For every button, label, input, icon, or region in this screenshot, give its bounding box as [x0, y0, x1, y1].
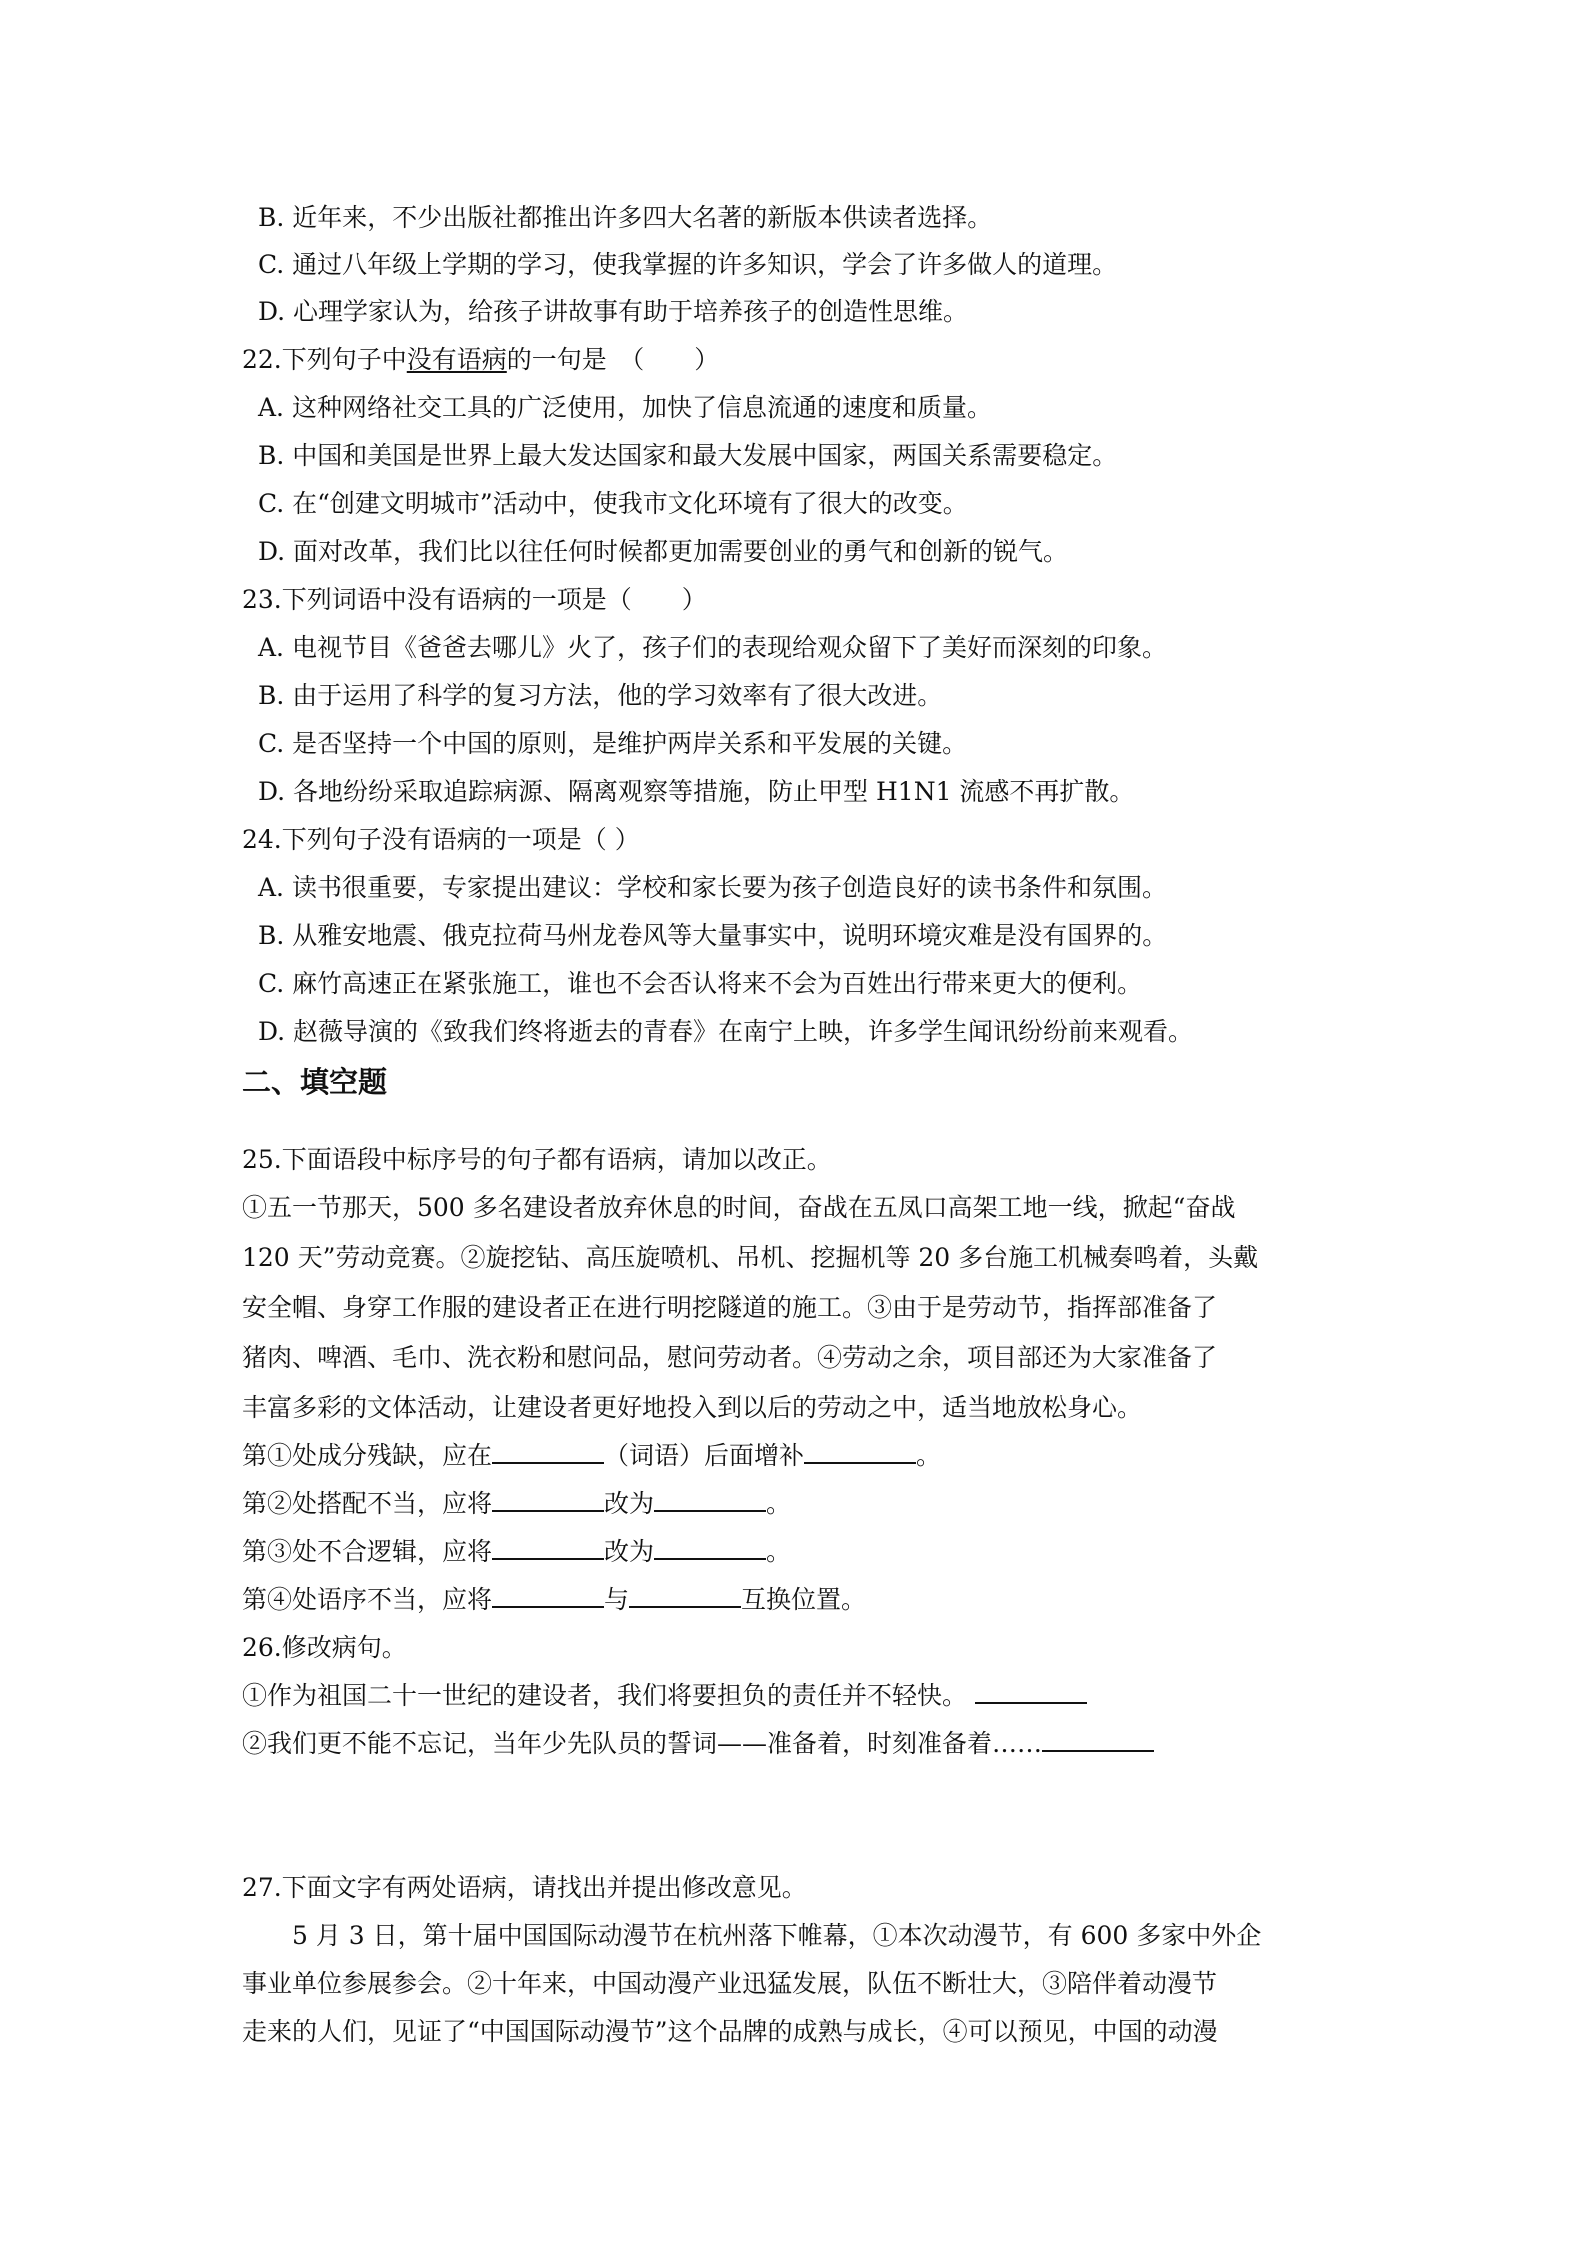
answer-blank[interactable] — [492, 1488, 604, 1512]
q23-stem: 23.下列词语中没有语病的一项是（ ） — [242, 585, 707, 614]
q22-option-c: C. 在“创建文明城市”活动中，使我市文化环境有了很大的改变。 — [258, 489, 968, 518]
q22-option-b: B. 中国和美国是世界上最大发达国家和最大发展中国家，两国关系需要稳定。 — [258, 441, 1118, 470]
q21-option-b: B. 近年来，不少出版社都推出许多四大名著的新版本供读者选择。 — [258, 203, 993, 232]
answer-blank[interactable] — [629, 1584, 741, 1608]
q24-stem: 24.下列句子没有语病的一项是（ ） — [242, 825, 640, 854]
q23-option-a: A. 电视节目《爸爸去哪儿》火了，孩子们的表现给观众留下了美好而深刻的印象。 — [258, 633, 1167, 662]
q25-fill-1: 第①处成分残缺，应在 （词语）后面增补 。 — [242, 1441, 942, 1470]
answer-blank[interactable] — [492, 1584, 604, 1608]
answer-blank[interactable] — [654, 1488, 766, 1512]
q24-option-d: D. 赵薇导演的《致我们终将逝去的青春》在南宁上映，许多学生闻讯纷纷前来观看。 — [258, 1017, 1194, 1046]
q27-paragraph-line: 5 月 3 日，第十届中国国际动漫节在杭州落下帷幕，①本次动漫节，有 600 多家中外企 — [292, 1921, 1262, 1950]
q21-option-c: C. 通过八年级上学期的学习，使我掌握的许多知识，学会了许多做人的道理。 — [258, 250, 1118, 279]
q25-paragraph-line: 120 天”劳动竞赛。②旋挖钻、高压旋喷机、吊机、挖掘机等 20 多台施工机械奏鸣着，头戴 — [242, 1243, 1259, 1272]
section-title-fill-in: 二、填空题 — [242, 1065, 388, 1099]
answer-blank[interactable] — [804, 1440, 916, 1464]
q27-paragraph-line: 走来的人们，见证了“中国国际动漫节”这个品牌的成熟与成长，④可以预见，中国的动漫 — [242, 2017, 1218, 2046]
q25-paragraph-line: ①五一节那天，500 多名建设者放弃休息的时间，奋战在五凤口高架工地一线，掀起“奋战 — [242, 1193, 1236, 1222]
q25-fill-3: 第③处不合逻辑，应将 改为 。 — [242, 1537, 792, 1566]
q24-option-c: C. 麻竹高速正在紧张施工，谁也不会否认将来不会为百姓出行带来更大的便利。 — [258, 969, 1143, 998]
q24-option-b: B. 从雅安地震、俄克拉荷马州龙卷风等大量事实中，说明环境灾难是没有国界的。 — [258, 921, 1168, 950]
answer-blank[interactable] — [654, 1536, 766, 1560]
q22-stem: 22.下列句子中没有语病的一句是 （ ） — [242, 345, 720, 374]
q22-underlined-text: 没有语病 — [406, 345, 507, 374]
q25-stem: 25.下面语段中标序号的句子都有语病，请加以改正。 — [242, 1145, 832, 1174]
q26-sentence-1: ①作为祖国二十一世纪的建设者，我们将要担负的责任并不轻快。 — [242, 1678, 1087, 1714]
q25-fill-4: 第④处语序不当，应将 与 互换位置。 — [242, 1585, 867, 1614]
q21-option-d: D. 心理学家认为，给孩子讲故事有助于培养孩子的创造性思维。 — [258, 297, 969, 326]
q24-option-a: A. 读书很重要，专家提出建议：学校和家长要为孩子创造良好的读书条件和氛围。 — [258, 873, 1167, 902]
answer-blank[interactable] — [492, 1440, 604, 1464]
q26-sentence-2: ②我们更不能不忘记，当年少先队员的誓词——准备着，时刻准备着…… — [242, 1726, 1154, 1762]
q27-stem: 27.下面文字有两处语病，请找出并提出修改意见。 — [242, 1873, 807, 1902]
answer-blank[interactable] — [1042, 1728, 1154, 1752]
q22-option-d: D. 面对改革，我们比以往任何时候都更加需要创业的勇气和创新的锐气。 — [258, 537, 1069, 566]
q27-paragraph-line: 事业单位参展参会。②十年来，中国动漫产业迅猛发展，队伍不断壮大，③陪伴着动漫节 — [242, 1969, 1218, 1998]
q25-paragraph-line: 安全帽、身穿工作服的建设者正在进行明挖隧道的施工。③由于是劳动节，指挥部准备了 — [242, 1293, 1218, 1322]
answer-blank[interactable] — [975, 1680, 1087, 1704]
q23-option-b: B. 由于运用了科学的复习方法，他的学习效率有了很大改进。 — [258, 681, 943, 710]
q25-fill-2: 第②处搭配不当，应将 改为 。 — [242, 1489, 792, 1518]
q23-option-d: D. 各地纷纷采取追踪病源、隔离观察等措施，防止甲型 H1N1 流感不再扩散。 — [258, 777, 1135, 806]
q22-option-a: A. 这种网络社交工具的广泛使用，加快了信息流通的速度和质量。 — [258, 393, 992, 422]
q23-option-c: C. 是否坚持一个中国的原则，是维护两岸关系和平发展的关键。 — [258, 729, 968, 758]
answer-blank[interactable] — [492, 1536, 604, 1560]
q26-stem: 26.修改病句。 — [242, 1633, 407, 1662]
q25-paragraph-line: 丰富多彩的文体活动，让建设者更好地投入到以后的劳动之中，适当地放松身心。 — [242, 1393, 1143, 1422]
q25-paragraph-line: 猪肉、啤酒、毛巾、洗衣粉和慰问品，慰问劳动者。④劳动之余，项目部还为大家准备了 — [242, 1343, 1218, 1372]
